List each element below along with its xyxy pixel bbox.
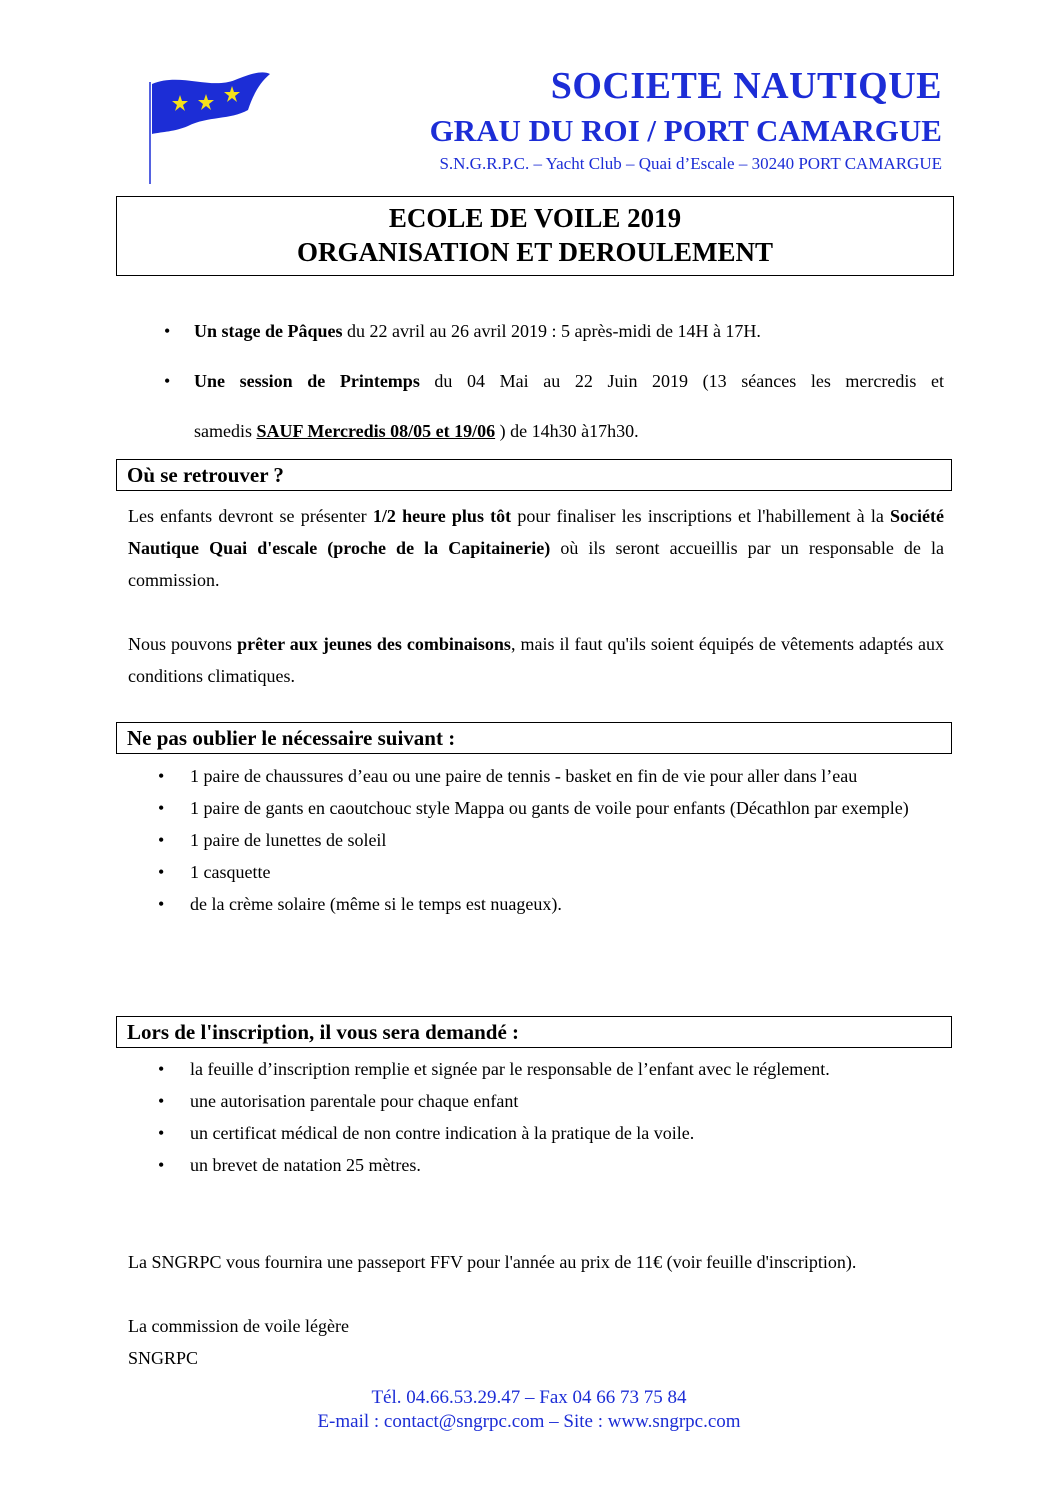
list-item: • 1 paire de gants en caoutchouc style Mappa ou gants de voile pour enfants (Décathlon par exemple) [128, 792, 944, 824]
list-item: • un certificat médical de non contre indication à la pratique de la voile. [128, 1117, 944, 1149]
session-spring-days: samedis [194, 421, 257, 441]
meeting-paragraph-2 [128, 628, 944, 692]
session-spring-hours: ) de 14h30 à17h30. [495, 421, 639, 441]
section-heading-meeting: Où se retrouver ? [116, 459, 952, 491]
document-title-box [116, 196, 954, 276]
session-easter-dates: du 22 avril au 26 avril 2019 : 5 après-midi de 14H à 17H. [342, 321, 761, 341]
list-item: • la feuille d’inscription remplie et signée par le responsable de l’enfant avec le réglement. [128, 1053, 944, 1085]
session-easter [128, 306, 944, 356]
section-heading-checklist: Ne pas oublier le nécessaire suivant : [116, 722, 952, 754]
footer-phone: Tél. 04.66.53.29.47 – Fax 04 66 73 75 84 [371, 1387, 687, 1408]
meeting-text: pour finaliser les inscriptions et l'habillement à la [511, 506, 891, 526]
document-title-line1: ECOLE DE VOILE 2019 [388, 203, 682, 233]
registration-list [128, 1053, 944, 1181]
meeting-place: Société Nautique Quai d'escale (proche de la Capitainerie) [128, 506, 944, 558]
org-name: SOCIETE NAUTIQUE [550, 65, 942, 107]
meeting-time-emphasis: 1/2 heure plus tôt [372, 506, 512, 526]
flag-with-stars-icon [140, 62, 280, 187]
passport-paragraph: La SNGRPC vous fournira une passeport FFV pour l'année au prix de 11€ (voir feuille d'inscription). [128, 1252, 857, 1272]
list-item: • 1 paire de chaussures d’eau ou une paire de tennis - basket en fin de vie pour aller dans l’eau [128, 760, 944, 792]
signature-line-2: SNGRPC [128, 1348, 199, 1368]
list-item: • 1 paire de lunettes de soleil [128, 824, 944, 856]
session-list [128, 306, 944, 456]
session-spring-exception: SAUF Mercredis 08/05 et 19/06 [256, 421, 496, 441]
list-item: • de la crème solaire (même si le temps est nuageux). [128, 888, 944, 920]
signature-line-1: La commission de voile légère [128, 1316, 349, 1336]
session-spring-label: Une session de Printemps [194, 371, 420, 391]
footer-contact: E-mail : contact@sngrpc.com – Site : www.sngrpc.com [317, 1411, 741, 1432]
section-heading-registration: Lors de l'inscription, il vous sera demandé : [116, 1016, 952, 1048]
session-spring-continued [128, 406, 944, 456]
document-title-line2: ORGANISATION ET DEROULEMENT [296, 237, 774, 267]
meeting-text: Les enfants devront se présenter [128, 506, 373, 526]
meeting-text: Nous pouvons [128, 634, 238, 654]
list-item: • 1 casquette [128, 856, 944, 888]
checklist [128, 760, 944, 920]
session-spring-dates: du 04 Mai au 22 Juin 2019 (13 séances les mercredis et [419, 371, 944, 391]
meeting-text: , mais il faut qu'ils soient équipés de vêtements adaptés aux conditions climatiques. [128, 634, 944, 686]
meeting-text: où ils seront accueillis par un responsable de la commission. [128, 538, 944, 590]
list-item: • une autorisation parentale pour chaque enfant [128, 1085, 944, 1117]
org-address: S.N.G.R.P.C. – Yacht Club – Quai d’Escale – 30240 PORT CAMARGUE [439, 154, 942, 173]
session-spring [128, 356, 944, 406]
session-easter-label: Un stage de Pâques [194, 321, 343, 341]
meeting-paragraph-1 [128, 500, 944, 596]
wetsuit-emphasis: prêter aux jeunes des combinaisons [237, 634, 511, 654]
org-location: GRAU DU ROI / PORT CAMARGUE [429, 113, 942, 148]
list-item: • un brevet de natation 25 mètres. [128, 1149, 944, 1181]
